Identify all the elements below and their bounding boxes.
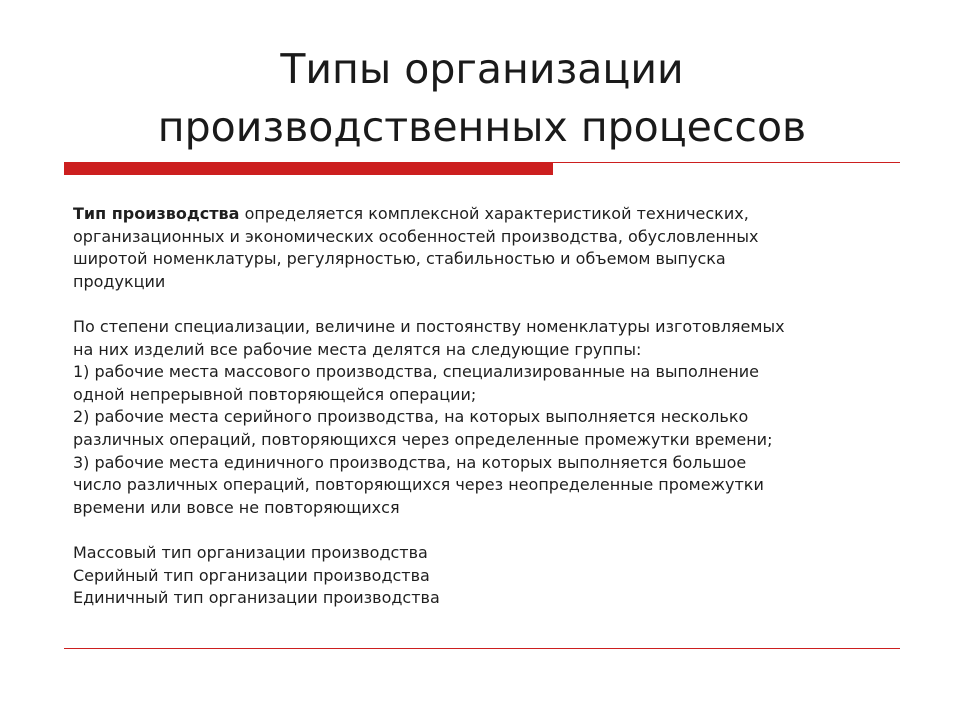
- slide-body: [73, 203, 913, 610]
- definition-line-1-rest: определяется комплексной характеристикой технических,: [239, 204, 749, 223]
- group-item-2-line-2: различных операций, повторяющихся через определенные промежутки времени;: [73, 429, 773, 449]
- group-item-1-line-2: одной непрерывной повторяющейся операции;: [73, 384, 477, 404]
- group-item-2-line-1: 2) рабочие места серийного производства, на которых выполняется несколько: [73, 407, 749, 427]
- type-single: Единичный тип организации производства: [73, 588, 440, 608]
- definition-line-2: организационных и экономических особенностей производства, обусловленных: [73, 226, 759, 246]
- slide-title-line-2: производственных процессов: [157, 103, 807, 151]
- definition-term: Тип производства: [73, 204, 240, 223]
- definition-line-1: [73, 203, 913, 226]
- types-list: [73, 542, 913, 610]
- type-mass: Массовый тип организации производства: [73, 542, 428, 562]
- definition-paragraph: [73, 203, 913, 293]
- group-item-3-line-1: 3) рабочие места единичного производства, на которых выполняется большое: [73, 452, 747, 472]
- groups-intro-line-1: По степени специализации, величине и постоянству номенклатуры изготовляемых: [73, 316, 785, 336]
- slide-title-line-1: Типы организации: [280, 45, 684, 93]
- title-divider-accent-bar: [64, 163, 553, 175]
- group-item-3-line-3: времени или вовсе не повторяющихся: [73, 497, 400, 517]
- paragraph-spacer: [73, 519, 913, 542]
- slide-title: [64, 40, 900, 156]
- group-item-1-line-1: 1) рабочие места массового производства, специализированные на выполнение: [73, 362, 759, 382]
- definition-line-4: продукции: [73, 271, 166, 291]
- footer-divider: [64, 648, 900, 649]
- type-serial: Серийный тип организации производства: [73, 565, 430, 585]
- groups-paragraph: [73, 316, 913, 519]
- group-item-3-line-2: число различных операций, повторяющихся через неопределенные промежутки: [73, 475, 764, 495]
- definition-line-3: широтой номенклатуры, регулярностью, стабильностью и объемом выпуска: [73, 249, 726, 269]
- groups-intro-line-2: на них изделий все рабочие места делятся на следующие группы:: [73, 339, 642, 359]
- paragraph-spacer: [73, 293, 913, 316]
